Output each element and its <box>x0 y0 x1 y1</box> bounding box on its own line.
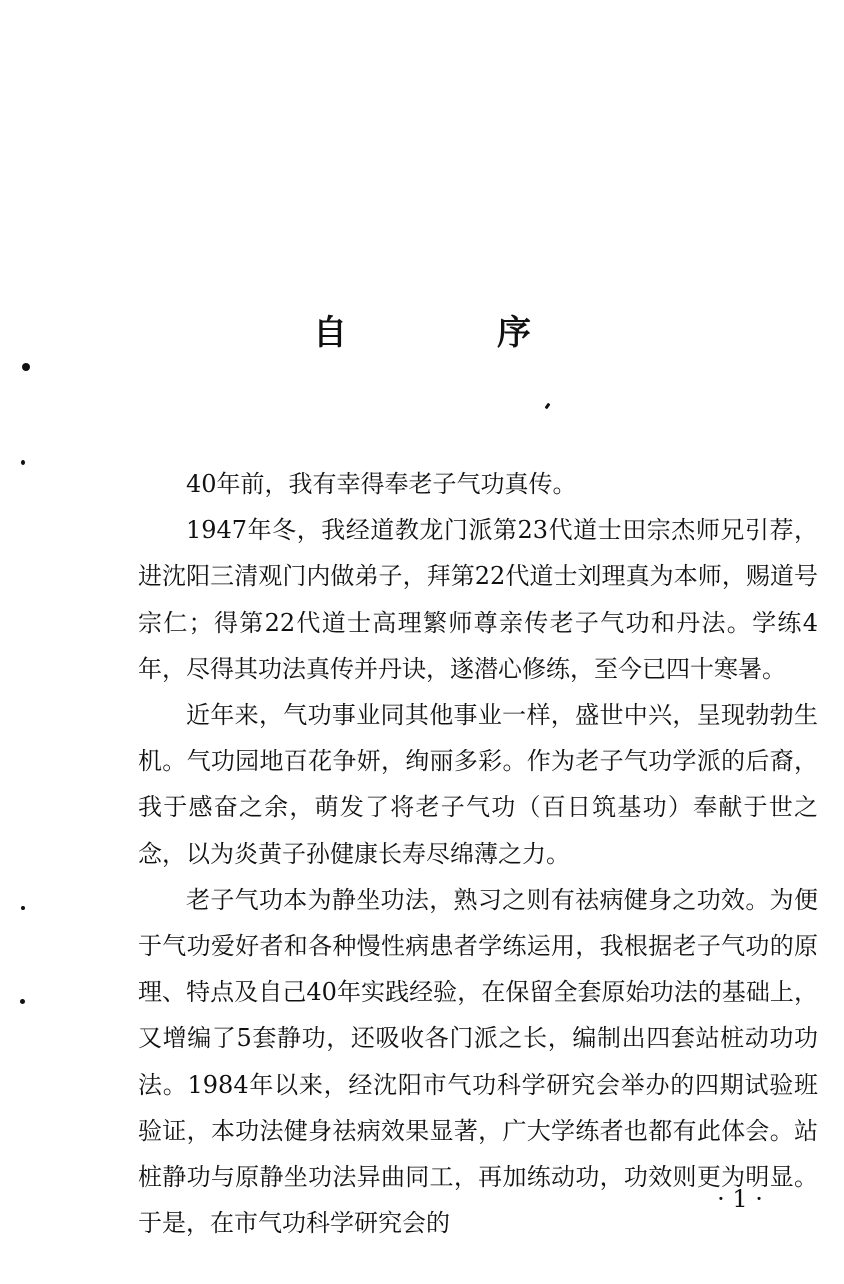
paragraph: 老子气功本为静坐功法，熟习之则有祛病健身之功效。为便于气功爱好者和各种慢性病患者学练运用，我根据老子气功的原理、特点及自己40年实践经验，在保留全套原始功法的基础上，又增编了5套静功，还吸收各门派之长，编制出四套站桩动功功法。1984年以来，经沈阳市气功科学研究会举办的四期试验班验证，本功法健身祛病效果显著，广大学练者也都有此体会。站桩静功与原静坐功法异曲同工，再加练动功，功效则更为明显。于是，在市气功科学研究会的 <box>138 885 818 1238</box>
scan-speck <box>545 403 551 410</box>
paragraph: 近年来，气功事业同其他事业一样，盛世中兴，呈现勃勃生机。气功园地百花争妍，绚丽多彩。作为老子气功学派的后裔，我于感奋之余，萌发了将老子气功（百日筑基功）奉献于世之念，以为炎黄子孙健康长寿尽绵薄之力。 <box>138 701 818 868</box>
preface-body <box>138 461 818 1246</box>
page-title: 自 序 <box>313 313 589 353</box>
scan-speck <box>21 460 25 465</box>
page-number: · 1 · <box>717 1185 763 1213</box>
scan-speck <box>21 906 25 910</box>
scan-speck <box>22 363 30 371</box>
paragraph: 40年前，我有幸得奉老子气功真传。 <box>186 470 577 498</box>
paragraph: 1947年冬，我经道教龙门派第23代道士田宗杰师兄引荐，进沈阳三清观门内做弟子，拜第22代道士刘理真为本师，赐道号宗仁；得第22代道士高理繁师尊亲传老子气功和丹法。学练4年，尽得其功法真传并丹诀，遂潜心修练，至今已四十寒暑。 <box>138 516 818 683</box>
scan-speck <box>20 999 25 1004</box>
